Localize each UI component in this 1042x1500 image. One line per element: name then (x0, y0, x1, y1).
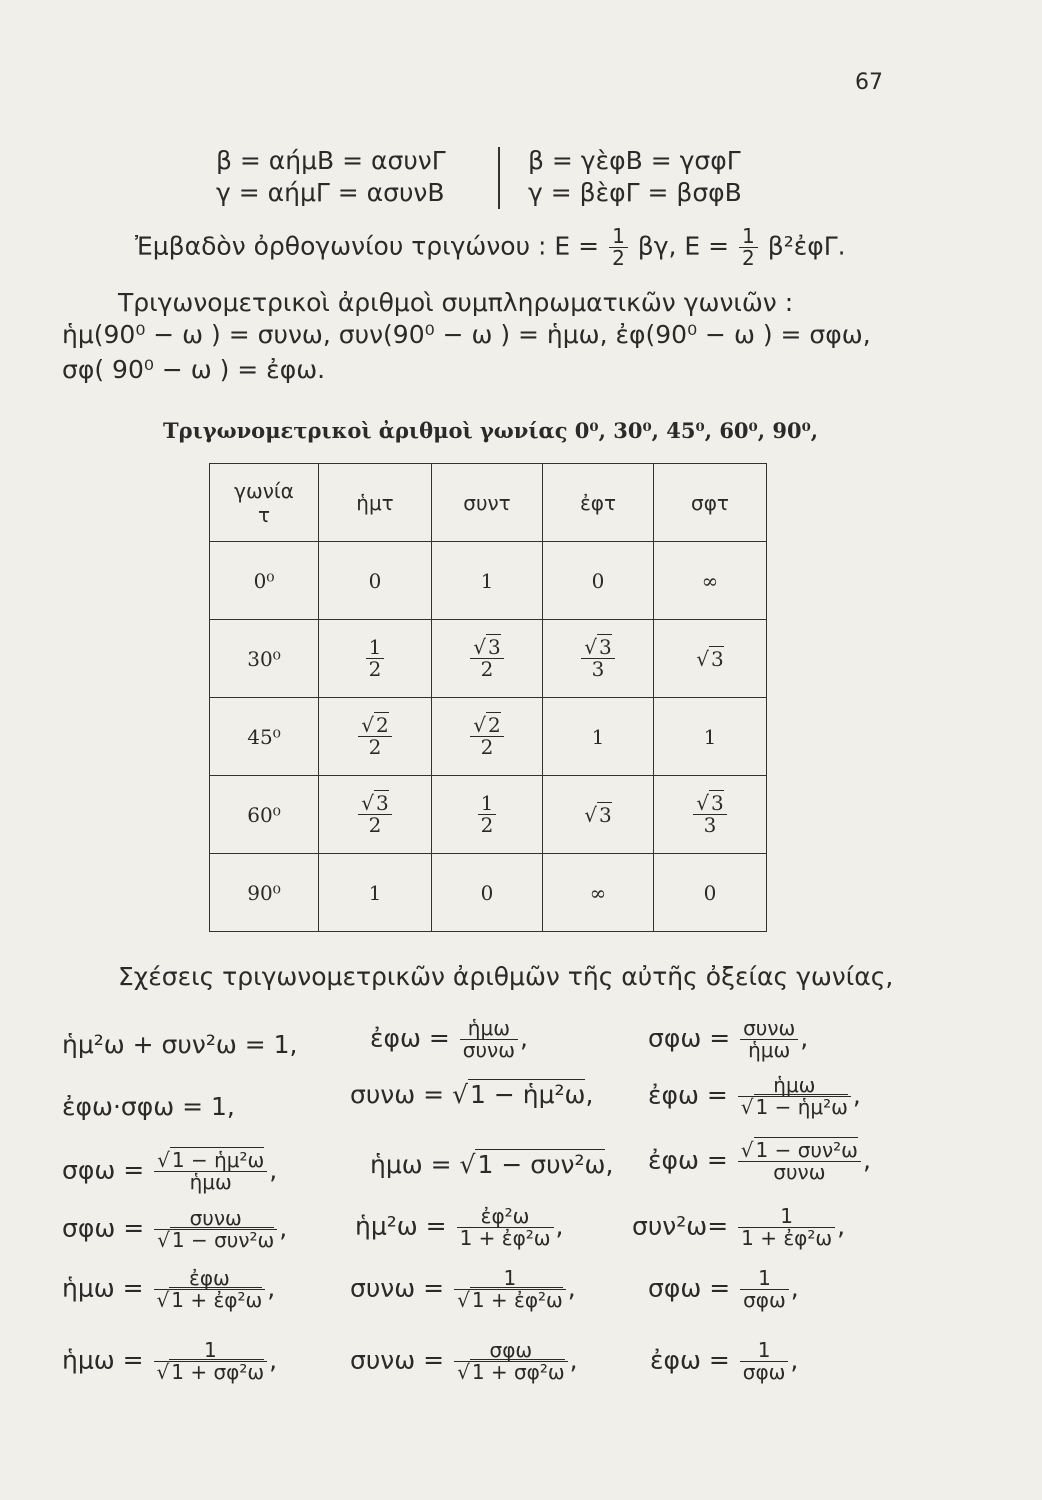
value-cell: ∞ (654, 542, 767, 620)
angle-cell: 60⁰ (210, 776, 319, 854)
angle-cell: 30⁰ (210, 620, 319, 698)
header-sin: ἡμτ (319, 464, 432, 542)
complementary-heading: Τριγωνομετρικοὶ ἀριθμοὶ συμπληρωματικῶν γωνιῶν : (118, 288, 794, 317)
formula-r6-a: ἡμω = $\frac{1}{\text{√ 1 + σφ²ω}}$ , (62, 1338, 278, 1384)
relations-heading: Σχέσεις τριγωνομετρικῶν ἀριθμῶν τῆς αὐτῆς ὀξείας γωνίας, (118, 962, 894, 991)
table-row (210, 776, 767, 854)
page-number: 67 (855, 70, 883, 95)
area-t1: βγ, Ε = (637, 231, 730, 261)
area-e1: Ε = (554, 231, 600, 261)
formula-r5-b: συνω = $\frac{1}{\text{√ 1 + ἐφ²ω}}$ , (350, 1266, 576, 1312)
formula-r4-a: σφω = $\frac{\text{συνω}}{\text{√ 1 − συν²ω}}$ , (62, 1206, 288, 1252)
value-cell: √ 3 (543, 776, 654, 854)
header-tan: ἐφτ (543, 464, 654, 542)
table-header-row (210, 464, 767, 542)
table-title: Τριγωνομετρικοὶ ἀριθμοὶ γωνίας 0⁰, 30⁰, 45⁰, 60⁰, 90⁰, (163, 418, 819, 443)
formula-r3-b: ἡμω = √1 − συν²ω, (370, 1150, 614, 1179)
value-cell: √ 3 (654, 620, 767, 698)
formula-r4-b: ἡμ²ω = $\frac{\text{ἐφ²ω}}{\text{1 + ἐφ²ω}}$ , (355, 1204, 564, 1250)
value-cell: $\frac{√ 2}{2}$ (432, 698, 543, 776)
table-row (210, 542, 767, 620)
half-fraction: $\frac{1}{2}$ (609, 226, 628, 269)
formula-r6-c: ἐφω = $\frac{1}{\text{σφω}}$ , (650, 1338, 799, 1384)
value-cell: $\frac{√ 3}{2}$ (432, 620, 543, 698)
formula-r1-c: σφω = $\frac{\text{συνω}}{\text{ἡμω}}$ , (648, 1016, 809, 1062)
value-cell: $\frac{1}{2}$ (432, 776, 543, 854)
header-angle: γωνία τ (210, 464, 319, 542)
value-cell: 1 (319, 854, 432, 932)
value-cell: $\frac{√ 2}{2}$ (319, 698, 432, 776)
formula-r6-b: συνω = $\frac{\text{σφω}}{\text{√ 1 + σφ²ω}}$ , (350, 1338, 578, 1384)
complementary-line-2: σφ( 90⁰ − ω ) = ἐφω. (62, 355, 326, 384)
value-cell: ∞ (543, 854, 654, 932)
value-cell: 0 (319, 542, 432, 620)
divider-rule (498, 147, 500, 209)
value-cell: 1 (654, 698, 767, 776)
angle-cell: 0⁰ (210, 542, 319, 620)
area-t2: β²ἐφΓ. (767, 231, 846, 261)
trig-values-table (209, 463, 767, 932)
table-row (210, 854, 767, 932)
relation-right-2: γ = βὲφΓ = βσφΒ (528, 178, 742, 207)
value-cell: 1 (432, 542, 543, 620)
formula-r3-c: ἐφω = $\frac{\text{√ 1 − συν²ω}}{\text{συνω}}$ , (648, 1138, 871, 1184)
value-cell: 0 (543, 542, 654, 620)
header-cot: σφτ (654, 464, 767, 542)
formula-r2-c: ἐφω = $\frac{\text{ἡμω}}{\text{√ 1 − ἡμ²ω}}$ , (648, 1073, 861, 1119)
value-cell: 0 (654, 854, 767, 932)
value-cell: 0 (432, 854, 543, 932)
formula-r4-c: συν²ω= $\frac{1}{\text{1 + ἐφ²ω}}$ , (632, 1204, 846, 1250)
relation-left-1: β = αήμΒ = ασυνΓ (216, 146, 446, 175)
area-formula (135, 226, 846, 269)
table-row (210, 620, 767, 698)
formula-r2-a: ἐφω·σφω = 1, (62, 1092, 235, 1121)
value-cell: 1 (543, 698, 654, 776)
value-cell: $\frac{√ 3}{3}$ (543, 620, 654, 698)
area-label: Ἐμβαδὸν ὀρθογωνίου τριγώνου : (135, 231, 547, 261)
value-cell: $\frac{1}{2}$ (319, 620, 432, 698)
formula-r5-a: ἡμω = $\frac{\text{ἐφω}}{\text{√ 1 + ἐφ²ω}}$ , (62, 1266, 276, 1312)
formula-r2-b: συνω = √1 − ἡμ²ω, (350, 1080, 594, 1109)
formula-r1-b: ἐφω = $\frac{\text{ἡμω}}{\text{συνω}}$ , (370, 1016, 528, 1062)
angle-cell: 45⁰ (210, 698, 319, 776)
value-cell: $\frac{√ 3}{2}$ (319, 776, 432, 854)
formula-r1-a: ἡμ²ω + συν²ω = 1, (62, 1030, 298, 1059)
header-cos: συντ (432, 464, 543, 542)
relation-left-2: γ = αήμΓ = ασυνΒ (216, 178, 445, 207)
value-cell: $\frac{√ 3}{3}$ (654, 776, 767, 854)
formula-r3-a: σφω = $\frac{\text{√ 1 − ἡμ²ω}}{\text{ἡμω}}$ , (62, 1148, 278, 1194)
relation-right-1: β = γὲφΒ = γσφΓ (528, 146, 741, 175)
complementary-line-1: ἡμ(90⁰ − ω ) = συνω, συν(90⁰ − ω ) = ἡμω, ἐφ(90⁰ − ω ) = σφω, (62, 320, 871, 349)
table-row (210, 698, 767, 776)
formula-r5-c: σφω = $\frac{1}{\text{σφω}}$ , (648, 1266, 799, 1312)
half-fraction-2: $\frac{1}{2}$ (739, 226, 758, 269)
angle-cell: 90⁰ (210, 854, 319, 932)
